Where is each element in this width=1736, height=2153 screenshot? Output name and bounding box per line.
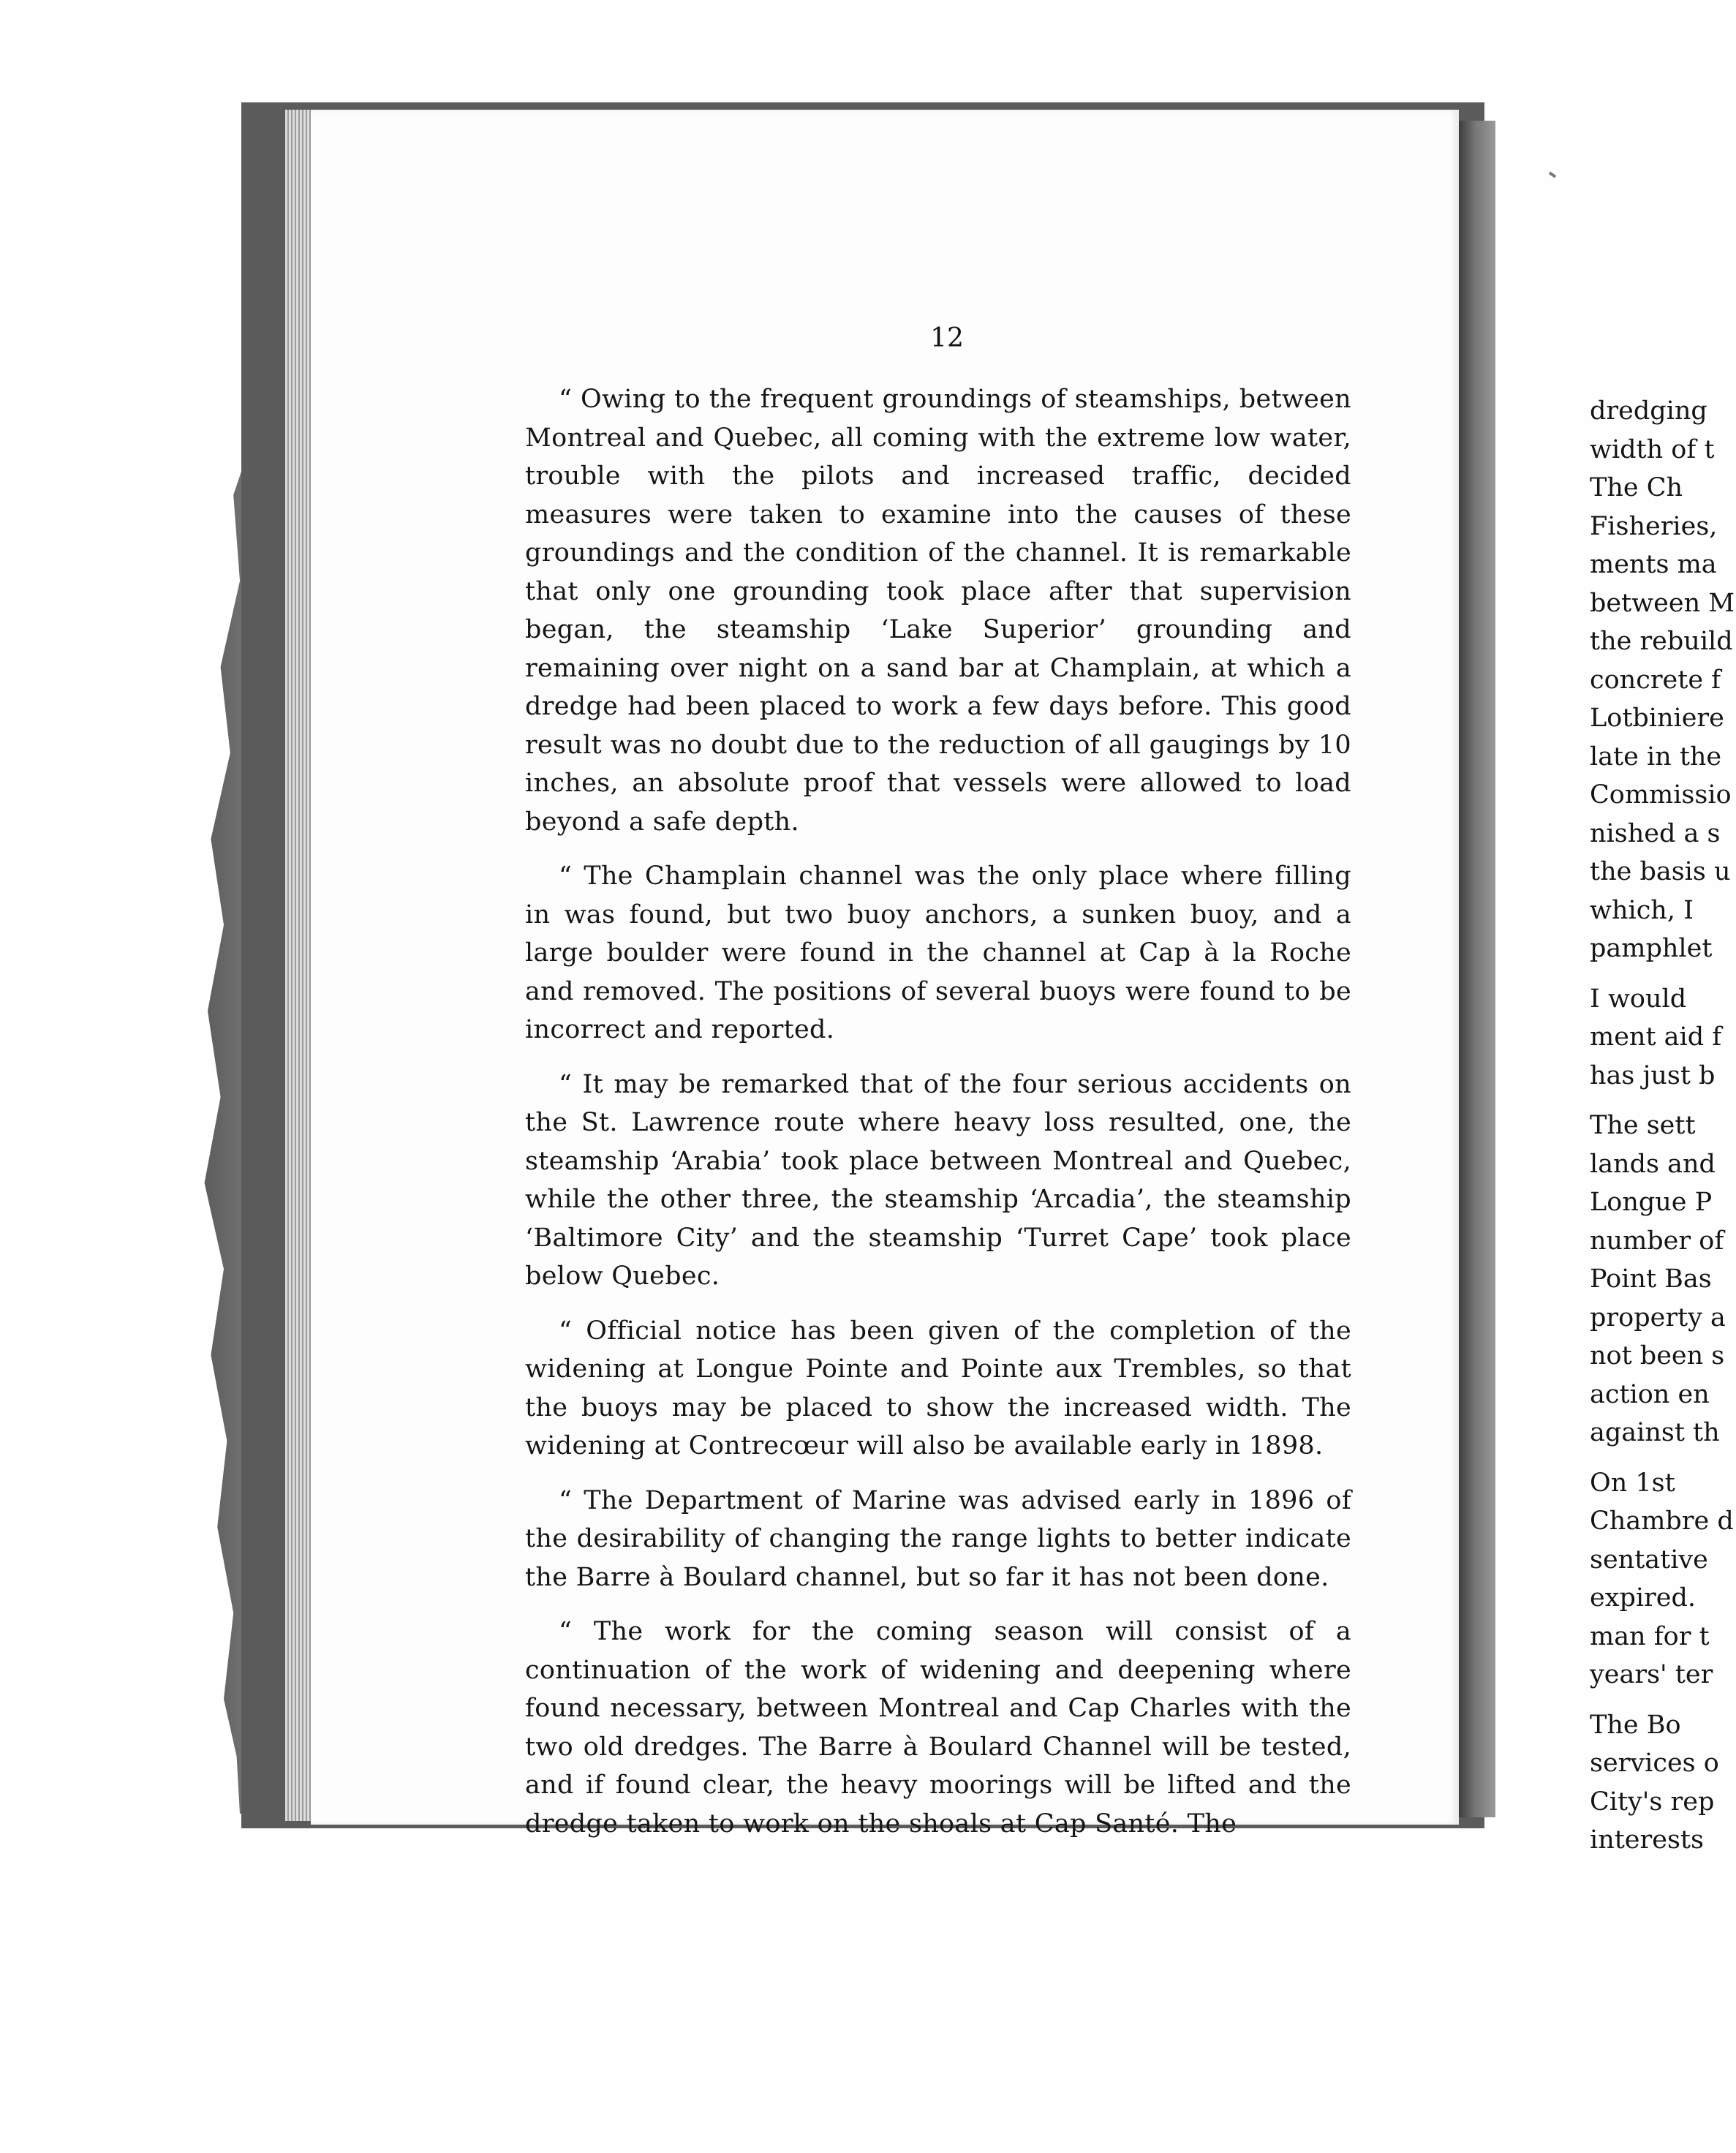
- text-line: ments ma: [1590, 550, 1717, 579]
- book-gutter: [1459, 121, 1495, 1817]
- text-line: against th: [1590, 1418, 1720, 1447]
- text-line: I would: [1590, 984, 1687, 1014]
- text-line: Commissio: [1590, 780, 1732, 810]
- text-line: man for t: [1590, 1621, 1710, 1651]
- paragraph: “ The work for the coming season will consist of a continuation of the work of widening and deepening where found necessary, between Montreal and Cap Charles with the two old dredges. The Barre à Boulard Channel will be tested, and if found clear, the heavy moorings will be lifted and the dredge taken to work on the shoals at Cap Santé. The: [525, 1617, 1351, 1839]
- text-line: The Ch: [1590, 473, 1683, 502]
- left-page-body: [525, 380, 1351, 1859]
- text-line: which, I: [1590, 895, 1694, 925]
- text-line: late in the: [1590, 742, 1722, 772]
- text-line: between M: [1590, 588, 1735, 618]
- paragraph: “ Official notice has been given of the completion of the widening at Longue Pointe and Pointe aux Trembles, so that the buoys may be placed to show the increased width. The widening at Contrecœur will also be available early in 1898.: [525, 1316, 1351, 1460]
- text-line: concrete f: [1590, 665, 1721, 695]
- text-line: The sett: [1590, 1111, 1696, 1140]
- text-line: dredging: [1590, 396, 1707, 426]
- text-line: number of: [1590, 1226, 1724, 1256]
- right-page-body: [1590, 392, 1736, 1860]
- paragraph: “ The Champlain channel was the only place where filling in was found, but two buoy anchors, a sunken buoy, and a large boulder were found in the channel at Cap à la Roche and removed. The positions of several buoys were found to be incorrect and reported.: [525, 861, 1351, 1044]
- text-line: width of t: [1590, 434, 1715, 464]
- text-line: The Bo: [1590, 1710, 1681, 1740]
- text-line: services o: [1590, 1749, 1719, 1778]
- text-line: lands and: [1590, 1149, 1716, 1179]
- text-line: expired.: [1590, 1583, 1697, 1613]
- paragraph-gap: [1590, 1694, 1736, 1706]
- paragraph: “ Owing to the frequent groundings of steamships, between Montreal and Quebec, all coming with the extreme low water, trouble with the pilots and increased traffic, decided measures were taken to examine into the causes of these groundings and the condition of the channel. It is remarkable that only one grounding took place after that supervision began, the steamship ‘Lake Superior’ grounding and remaining over night on a sand bar at Champlain, at which a dredge had been placed to work a few days before. This good result was no doubt due to the reduction of all gaugings by 10 inches, an absolute proof that vessels were allowed to load beyond a safe depth.: [525, 385, 1351, 837]
- paragraph: “ The Department of Marine was advised early in 1896 of the desirability of changing the range lights to better indicate the Barre à Boulard channel, but so far it has not been done.: [525, 1485, 1351, 1592]
- text-line: property a: [1590, 1302, 1726, 1332]
- text-line: the rebuild: [1590, 627, 1733, 656]
- text-line: years' ter: [1590, 1660, 1713, 1689]
- paragraph-gap: [1590, 1095, 1736, 1106]
- page-number: 12: [930, 323, 964, 353]
- text-line: On 1st: [1590, 1468, 1675, 1498]
- text-line: Lotbiniere: [1590, 704, 1724, 733]
- text-line: the basis u: [1590, 857, 1731, 886]
- text-line: Longue P: [1590, 1188, 1713, 1217]
- text-line: not been s: [1590, 1341, 1725, 1370]
- paragraph: “ It may be remarked that of the four serious accidents on the St. Lawrence route where heavy loss resulted, one, the steamship ‘Arabia’ took place between Montreal and Quebec, while the other three, the steamship ‘Arcadia’, the steamship ‘Baltimore City’ and the steamship ‘Turret Cape’ took place below Quebec.: [525, 1069, 1351, 1291]
- text-line: has just b: [1590, 1060, 1716, 1090]
- text-line: ment aid f: [1590, 1022, 1722, 1052]
- text-line: sentative: [1590, 1545, 1708, 1575]
- text-line: interests: [1590, 1825, 1704, 1855]
- paragraph-gap: [1590, 1452, 1736, 1464]
- text-line: Fisheries,: [1590, 511, 1718, 541]
- text-line: pamphlet: [1590, 934, 1713, 963]
- text-line: City's rep: [1590, 1787, 1715, 1817]
- text-line: Point Bas: [1590, 1264, 1712, 1294]
- paragraph-gap: [1590, 968, 1736, 980]
- text-line: Chambre d: [1590, 1507, 1734, 1536]
- text-line: action en: [1590, 1379, 1710, 1409]
- text-line: nished a s: [1590, 818, 1721, 848]
